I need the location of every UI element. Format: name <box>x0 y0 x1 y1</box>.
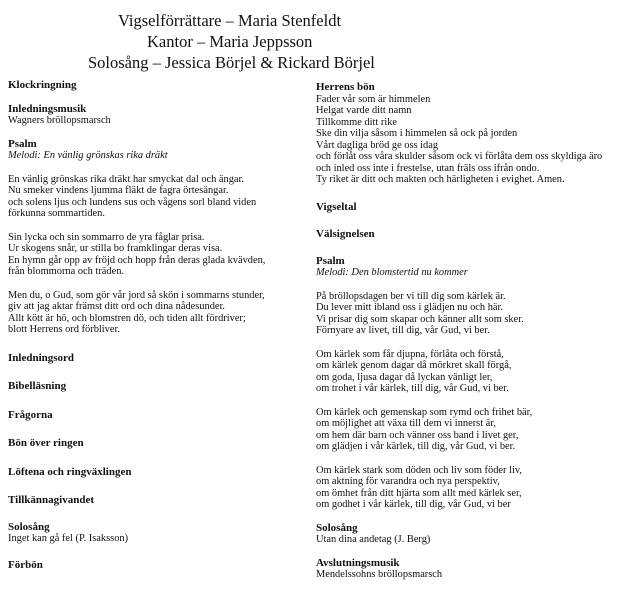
soloists-line: Solosång – Jessica Börjel & Rickard Börjel <box>88 53 375 72</box>
verse-line: förkunna sommartiden. <box>8 208 105 219</box>
prayer-line: Helgat varde ditt namn <box>316 105 412 116</box>
section-heading-psalm-2: Psalm <box>316 254 345 267</box>
section-heading-klockringning: Klockringning <box>8 79 77 91</box>
verse-line: Ur skogens snår, ur stilla bo framklingar deras visa. <box>8 243 223 254</box>
section-heading-vigseltal: Vigseltal <box>316 200 357 213</box>
verse-line: Vi prisar dig som skapar och känner allt som sker. <box>316 313 524 325</box>
psalm-2-melody: Melodi: Den blomstertid nu kommer <box>316 267 468 278</box>
psalm-verse-1 <box>8 174 308 220</box>
verse-line: om goda, ljusa dagar då lyckan vänligt ler, <box>316 371 493 383</box>
verse-line: om möjlighet att växa till dem vi innerst är, <box>316 418 496 429</box>
verse-line: om godhet i vår kärlek, till dig, vår Gud, vi ber <box>316 499 511 510</box>
verse-line: om hem där barn och vänner oss band i livet ger, <box>316 429 519 441</box>
prayer-line: och förlåt oss våra skulder såsom ock vi förlåta dem oss skyldiga äro <box>316 151 603 162</box>
verse-line: från blommorna och träden. <box>8 266 124 277</box>
verse-line: om glädjen i vår kärlek, till dig, vår Gud, vi ber. <box>316 441 516 452</box>
prayer-line: Fader vår som är himmelen <box>316 93 431 105</box>
verse-line: Förnyare av livet, till dig, vår Gud, vi ber. <box>316 325 490 336</box>
verse-line: och solens ljus och lundens sus och vågens sorl bland viden <box>8 196 257 208</box>
officiant-line: Vigselförrättare – Maria Stenfeldt <box>118 11 342 30</box>
verse-line: Sin lycka och sin sommarro de yra fåglar prisa. <box>8 231 205 243</box>
section-heading-avslutningsmusik: Avslutningsmusik <box>316 556 400 569</box>
psalm-verse-3 <box>8 290 308 336</box>
section-heading-bibellasning: Bibelläsning <box>8 380 67 392</box>
section-heading-tillkannagivandet: Tillkännagivandet <box>8 494 94 506</box>
section-heading-solosang-2: Solosång <box>316 521 358 534</box>
section-heading-bon-over-ringen: Bön över ringen <box>8 437 84 449</box>
verse-line: På bröllopsdagen ber vi till dig som kärlek är. <box>316 290 506 302</box>
prayer-line: Ske din vilja såsom i himmelen så ock på jorden <box>316 128 518 139</box>
solosang-text: Inget kan gå fel (P. Isaksson) <box>8 533 129 544</box>
verse-line: om trohet i vår kärlek, till dig, vår Gud, vi ber. <box>316 383 509 394</box>
prayer-line: Ty riket är ditt och makten och härligheten i evighet. Amen. <box>316 174 565 185</box>
section-heading-herrens-bon: Herrens bön <box>316 81 375 93</box>
section-heading-valsignelsen: Välsignelsen <box>316 228 375 240</box>
verse-line: Men du, o Gud, som gör vår jord så skön i sommarns stunder, <box>8 289 265 301</box>
verse-line: Om kärlek som får djupna, förlåta och förstå, <box>316 348 504 360</box>
verse-line: En hymn går opp av fröjd och hopp från deras glada kvävden, <box>8 254 266 266</box>
solosang-2-text: Utan dina andetag (J. Berg) <box>316 534 431 545</box>
herrens-bon-text <box>316 94 616 186</box>
prayer-line: Vårt dagliga bröd ge oss idag <box>316 139 439 151</box>
verse-line: Om kärlek och gemenskap som rymd och frihet bär, <box>316 406 533 418</box>
psalm-melody: Melodi: En vänlig grönskas rika dräkt <box>8 150 168 161</box>
left-column <box>8 80 308 571</box>
cantor-line: Kantor – Maria Jeppsson <box>147 32 313 51</box>
right-column <box>316 82 616 581</box>
verse-line: om aktning för varandra och nya perspektiv, <box>316 476 500 487</box>
psalm-2-verse-2 <box>316 349 616 395</box>
section-heading-loftena: Löftena och ringväxlingen <box>8 465 132 478</box>
verse-line: giv att jag aktar främst ditt ord och dina nådesunder. <box>8 301 225 312</box>
section-heading-forbon: Förbön <box>8 558 43 571</box>
section-heading-psalm: Psalm <box>8 137 37 150</box>
verse-line: En vänlig grönskas rika dräkt har smyckat dal och ängar. <box>8 173 245 185</box>
avslutningsmusik-text: Mendelssohns bröllopsmarsch <box>316 569 443 580</box>
section-heading-inledningsord: Inledningsord <box>8 351 75 364</box>
verse-line: Nu smeker vindens ljumma fläkt de fagra örtesängar. <box>8 185 229 196</box>
section-heading-inledningsmusik: Inledningsmusik <box>8 102 87 115</box>
psalm-2-verse-4 <box>316 465 616 511</box>
verse-line: om ömhet från ditt hjärta som allt med kärlek ser, <box>316 487 522 499</box>
prayer-line: Tillkomme ditt rike <box>316 116 398 128</box>
psalm-verse-2 <box>8 232 308 278</box>
psalm-2-verse-1 <box>316 291 616 337</box>
section-heading-solosang: Solosång <box>8 520 50 533</box>
verse-line: om kärlek genom dagar då mörkret skall förgå, <box>316 360 512 371</box>
psalm-2-verse-3 <box>316 407 616 453</box>
inledningsmusik-text: Wagners bröllopsmarsch <box>8 115 111 126</box>
verse-line: Du lever mitt ibland oss i glädjen nu och här. <box>316 302 503 313</box>
verse-line: blott Herrens ord förbliver. <box>8 324 120 335</box>
prayer-line: och inled oss inte i frestelse, utan fräls oss ifrån ondo. <box>316 162 540 174</box>
verse-line: Om kärlek stark som döden och liv som föder liv, <box>316 464 522 476</box>
section-heading-fragorna: Frågorna <box>8 408 53 421</box>
verse-line: Allt kött är hö, och blomstren dö, och tiden allt fördriver; <box>8 312 246 324</box>
